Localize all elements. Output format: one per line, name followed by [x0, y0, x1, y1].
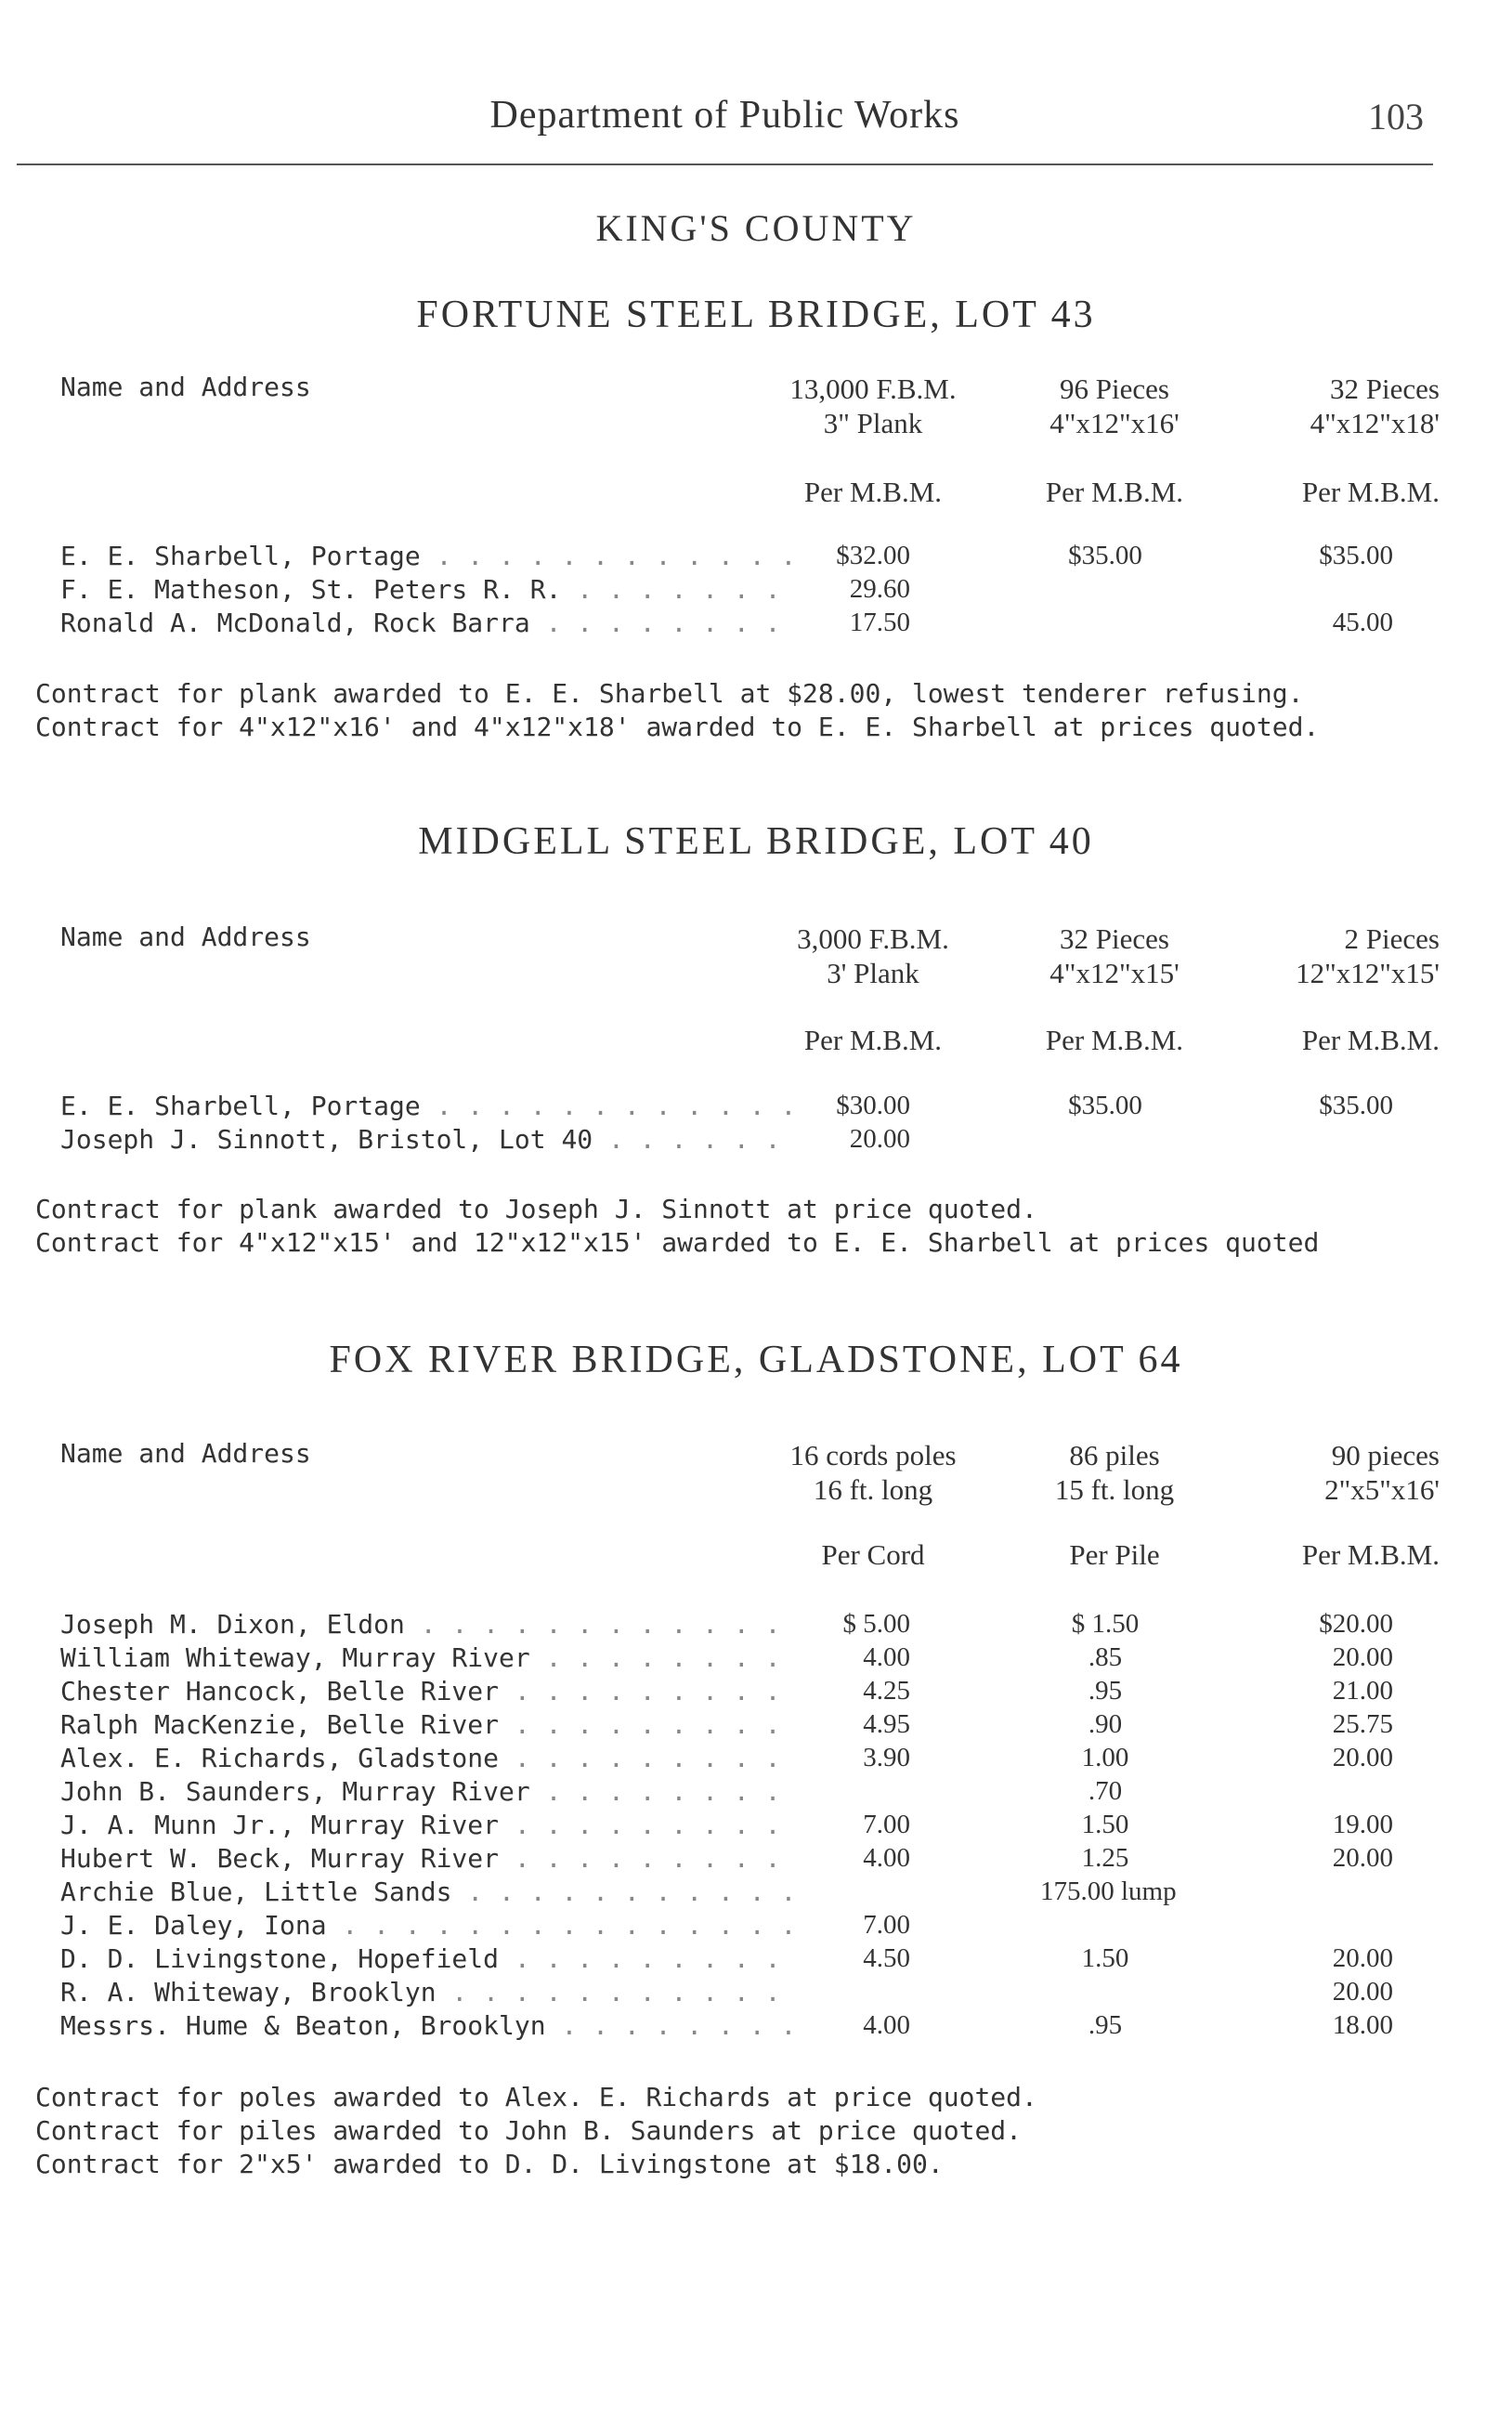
column-header-line: 15 ft. long: [1054, 1473, 1175, 1506]
column-unit: Per M.B.M.: [1045, 1024, 1184, 1056]
price-col-3: 20.00: [1332, 1743, 1393, 1772]
price-col-3: $35.00: [1319, 1091, 1393, 1120]
price-col-3: 18.00: [1332, 2010, 1393, 2040]
column-unit: Per Pile: [1069, 1538, 1160, 1571]
tenderer-name: J. A. Munn Jr., Murray River . . .: [60, 1810, 799, 1840]
tenderer-name: Messrs. Hume & Beaton, Brooklyn . . .: [60, 2010, 799, 2041]
price-col-3: 19.00: [1332, 1810, 1393, 1839]
name-address-label: Name and Address: [60, 1438, 311, 1469]
table-row: [0, 1642, 1512, 1676]
price-col-2: 1.50: [1081, 1943, 1129, 1973]
table-row: [0, 1977, 1512, 2010]
tenderer-name: Joseph M. Dixon, Eldon . . .: [60, 1609, 799, 1640]
table-row: [0, 1776, 1512, 1810]
column-header-line: 13,000 F.B.M.: [789, 373, 957, 405]
table-row: [0, 541, 1512, 574]
column-unit: Per M.B.M.: [1045, 476, 1184, 508]
tenderer-name: Archie Blue, Little Sands . . .: [60, 1876, 799, 1907]
column-header-line: 86 piles: [1069, 1439, 1160, 1471]
price-col-3: 20.00: [1332, 1943, 1393, 1973]
table-row: [0, 2010, 1512, 2044]
price-col-3: 20.00: [1332, 1977, 1393, 2007]
price-col-3: 20.00: [1332, 1843, 1393, 1873]
price-col-1: 4.00: [863, 1642, 910, 1672]
table-row: [0, 1709, 1512, 1743]
column-header-line: 4"x12"x18': [1310, 407, 1440, 439]
column-header: [1003, 372, 1226, 440]
contract-note: Contract for 4"x12"x16' and 4"x12"x18' awarded to E. E. Sharbell at prices quoted.: [35, 712, 1320, 742]
running-title: Department of Public Works: [489, 94, 960, 137]
column-header-line: 90 pieces: [1331, 1439, 1440, 1471]
county-heading: KING'S COUNTY: [595, 207, 917, 249]
name-address-label: Name and Address: [60, 372, 311, 402]
price-col-3: 45.00: [1332, 608, 1393, 637]
tenderer-name: Joseph J. Sinnott, Bristol, Lot 40 . . .: [60, 1124, 799, 1155]
column-unit: Per M.B.M.: [1301, 476, 1440, 508]
column-header: [1198, 372, 1440, 440]
column-unit: Per M.B.M.: [803, 1024, 943, 1056]
price-col-1: $32.00: [836, 541, 910, 570]
column-header-line: 16 cords poles: [789, 1439, 957, 1471]
price-col-3: $35.00: [1319, 541, 1393, 570]
price-col-2: .90: [1088, 1709, 1123, 1739]
table-row: [0, 1676, 1512, 1709]
column-header: [762, 922, 984, 990]
column-header-line: 16 ft. long: [813, 1473, 933, 1506]
section-title-fortune: FORTUNE STEEL BRIDGE, LOT 43: [416, 294, 1096, 336]
page-header: [17, 93, 1433, 165]
section-title-fox-river: FOX RIVER BRIDGE, GLADSTONE, LOT 64: [329, 1339, 1183, 1381]
table-row: [0, 1091, 1512, 1124]
price-col-1: 3.90: [863, 1743, 910, 1772]
price-col-2: 175.00 lump: [1040, 1876, 1177, 1906]
price-col-2: .95: [1088, 1676, 1123, 1706]
tenderer-name: D. D. Livingstone, Hopefield . . .: [60, 1943, 799, 1974]
tenderer-name: F. E. Matheson, St. Peters R. R. . . .: [60, 574, 799, 605]
contract-note: Contract for plank awarded to Joseph J. Sinnott at price quoted.: [35, 1194, 1037, 1224]
contract-note: Contract for poles awarded to Alex. E. Richards at price quoted.: [35, 2082, 1037, 2112]
tenderer-name: R. A. Whiteway, Brooklyn . . .: [60, 1977, 799, 2007]
page-number: 103: [1368, 96, 1424, 137]
column-unit: Per M.B.M.: [1301, 1024, 1440, 1056]
price-col-2: 1.00: [1081, 1743, 1129, 1772]
price-col-3: 21.00: [1332, 1676, 1393, 1706]
price-col-3: 20.00: [1332, 1642, 1393, 1672]
tenderer-name: Ronald A. McDonald, Rock Barra . . .: [60, 608, 799, 638]
tenderer-name: Alex. E. Richards, Gladstone . . .: [60, 1743, 799, 1773]
tenderer-name: Chester Hancock, Belle River . . .: [60, 1676, 799, 1706]
tenderer-name: John B. Saunders, Murray River . . .: [60, 1776, 799, 1807]
contract-note: Contract for 4"x12"x15' and 12"x12"x15' awarded to E. E. Sharbell at prices quoted: [35, 1227, 1320, 1258]
column-header: [1003, 922, 1226, 990]
tenderer-name: Ralph MacKenzie, Belle River . . .: [60, 1709, 799, 1740]
column-header: [1003, 1438, 1226, 1507]
price-col-1: 29.60: [849, 574, 910, 604]
column-header-line: 96 Pieces: [1060, 373, 1169, 405]
column-unit: Per M.B.M.: [1301, 1538, 1440, 1571]
contract-note: Contract for piles awarded to John B. Saunders at price quoted.: [35, 2115, 1023, 2146]
name-address-label: Name and Address: [60, 922, 311, 952]
price-col-1: 4.00: [863, 2010, 910, 2040]
price-col-2: 1.25: [1081, 1843, 1129, 1873]
table-row: [0, 1843, 1512, 1876]
price-col-3: $20.00: [1319, 1609, 1393, 1639]
price-col-1: 7.00: [863, 1910, 910, 1940]
price-col-2: 1.50: [1081, 1810, 1129, 1839]
table-row: [0, 1810, 1512, 1843]
contract-note: Contract for plank awarded to E. E. Sharbell at $28.00, lowest tenderer refusing.: [35, 678, 1304, 709]
column-unit: Per M.B.M.: [803, 476, 943, 508]
price-col-2: .95: [1088, 2010, 1123, 2040]
tenderer-name: William Whiteway, Murray River . . .: [60, 1642, 799, 1673]
column-header: [762, 372, 984, 440]
price-col-2: $35.00: [1068, 541, 1142, 570]
column-header-line: 4"x12"x15': [1049, 957, 1180, 989]
price-col-1: 20.00: [849, 1124, 910, 1154]
table-row: [0, 1943, 1512, 1977]
price-col-2: $ 1.50: [1071, 1609, 1140, 1639]
column-header-line: 2"x5"x16': [1324, 1473, 1440, 1506]
column-header-line: 3' Plank: [827, 957, 919, 989]
price-col-1: 4.50: [863, 1943, 910, 1973]
price-col-1: 4.95: [863, 1709, 910, 1739]
column-header: [762, 1438, 984, 1507]
tenderer-name: Hubert W. Beck, Murray River . . .: [60, 1843, 799, 1874]
table-row: [0, 1124, 1512, 1157]
column-header: [1198, 922, 1440, 990]
table-row: [0, 1609, 1512, 1642]
price-col-2: .85: [1088, 1642, 1123, 1672]
price-col-1: 7.00: [863, 1810, 910, 1839]
column-header: [1198, 1438, 1440, 1507]
price-col-1: 4.25: [863, 1676, 910, 1706]
table-row: [0, 1876, 1512, 1910]
table-row: [0, 608, 1512, 641]
column-unit: Per Cord: [821, 1538, 925, 1571]
column-header-line: 12"x12"x15': [1296, 957, 1440, 989]
price-col-3: 25.75: [1332, 1709, 1393, 1739]
column-header-line: 2 Pieces: [1344, 922, 1440, 955]
column-header-line: 3" Plank: [823, 407, 923, 439]
column-header-line: 4"x12"x16': [1049, 407, 1180, 439]
column-header-line: 32 Pieces: [1330, 373, 1440, 405]
contract-note: Contract for 2"x5' awarded to D. D. Livingstone at $18.00.: [35, 2149, 944, 2179]
table-row: [0, 1910, 1512, 1943]
price-col-1: 17.50: [849, 608, 910, 637]
column-header-line: 32 Pieces: [1060, 922, 1169, 955]
price-col-1: $ 5.00: [842, 1609, 910, 1639]
tenderer-name: E. E. Sharbell, Portage . . .: [60, 541, 799, 571]
section-title-midgell: MIDGELL STEEL BRIDGE, LOT 40: [418, 820, 1094, 863]
tenderer-name: E. E. Sharbell, Portage . . .: [60, 1091, 799, 1121]
table-row: [0, 1743, 1512, 1776]
price-col-2: .70: [1088, 1776, 1123, 1806]
price-col-1: 4.00: [863, 1843, 910, 1873]
price-col-2: $35.00: [1068, 1091, 1142, 1120]
column-header-line: 3,000 F.B.M.: [797, 922, 949, 955]
tenderer-name: J. E. Daley, Iona . . .: [60, 1910, 799, 1941]
price-col-1: $30.00: [836, 1091, 910, 1120]
table-row: [0, 574, 1512, 608]
